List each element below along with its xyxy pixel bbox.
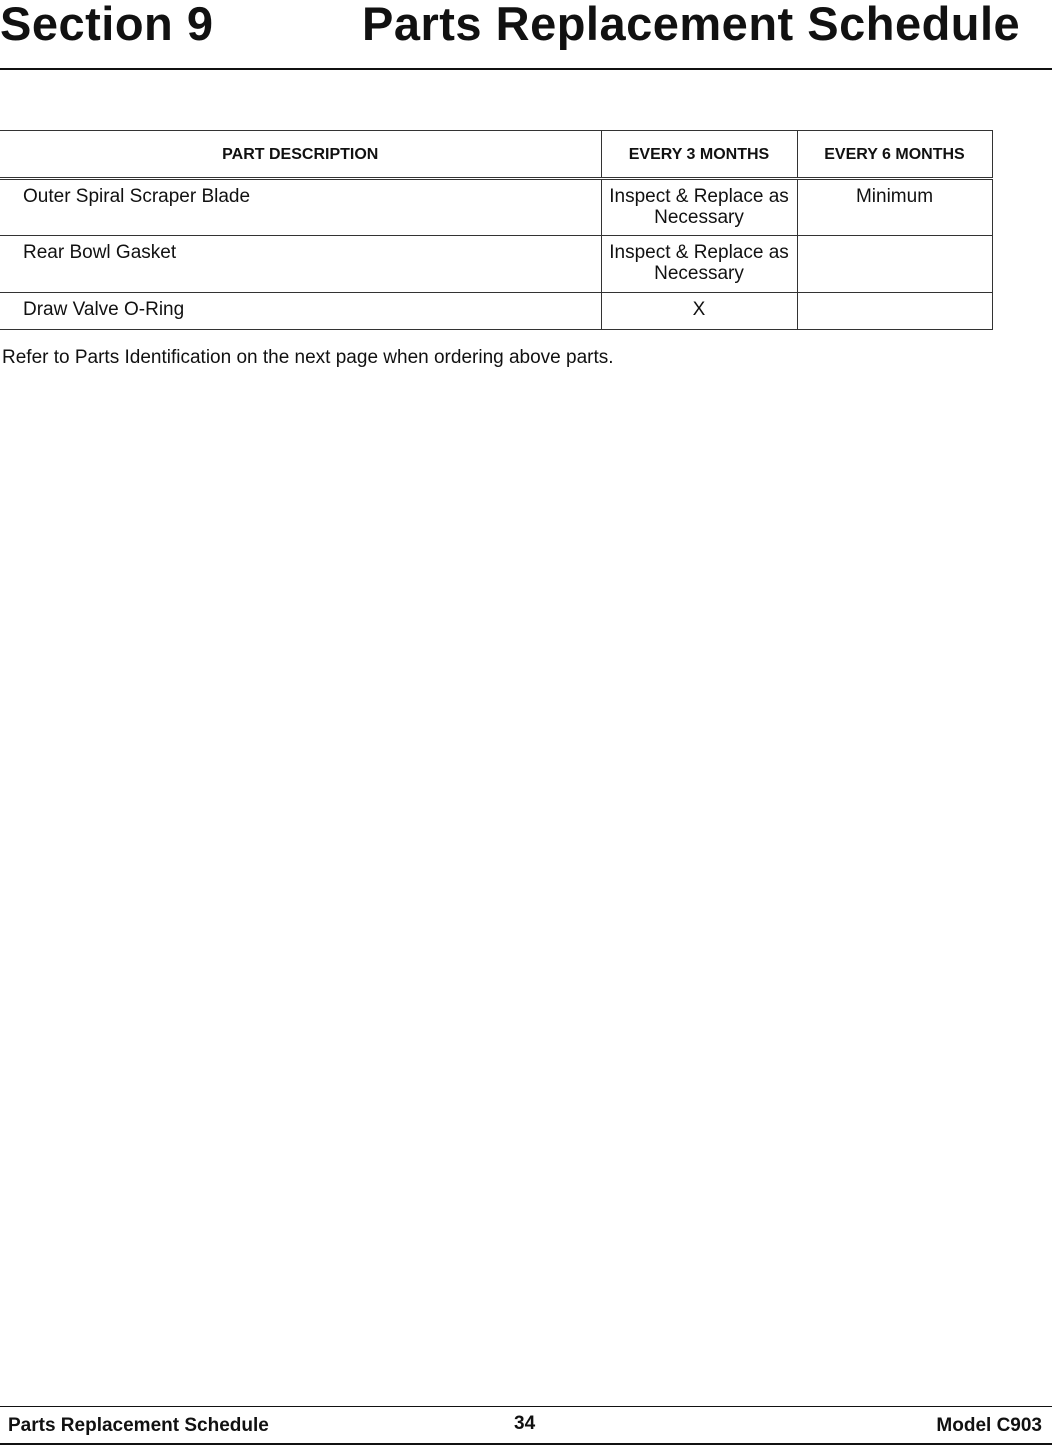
every-3-months-cell: X xyxy=(601,293,797,330)
header-divider xyxy=(0,68,1052,70)
part-description-cell: Outer Spiral Scraper Blade xyxy=(0,179,601,236)
table-row xyxy=(0,293,992,330)
every-3-months-cell: Inspect & Replace as Necessary xyxy=(601,236,797,293)
part-description-cell: Draw Valve O-Ring xyxy=(0,293,601,330)
table-row xyxy=(0,179,992,236)
every-6-months-cell: Minimum xyxy=(797,179,992,236)
schedule-table xyxy=(0,130,993,330)
column-header-every-6-months: EVERY 6 MONTHS xyxy=(797,131,992,179)
section-number: Section 9 xyxy=(0,0,214,50)
parts-replacement-table xyxy=(0,130,992,330)
page-number: 34 xyxy=(514,1413,536,1434)
page-header xyxy=(0,0,1052,72)
ordering-note: Refer to Parts Identification on the next page when ordering above parts. xyxy=(2,347,614,368)
footer-divider-top xyxy=(0,1406,1052,1407)
footer-model: Model C903 xyxy=(936,1415,1042,1436)
every-3-months-cell: Inspect & Replace as Necessary xyxy=(601,179,797,236)
column-header-every-3-months: EVERY 3 MONTHS xyxy=(601,131,797,179)
page-title: Parts Replacement Schedule xyxy=(362,0,1021,50)
table-row xyxy=(0,236,992,293)
footer-divider-bottom xyxy=(0,1443,1052,1445)
footer-section-title: Parts Replacement Schedule xyxy=(8,1415,269,1436)
table-header-row xyxy=(0,131,992,179)
column-header-part-description: PART DESCRIPTION xyxy=(0,131,601,179)
every-6-months-cell xyxy=(797,293,992,330)
page-footer xyxy=(0,1406,1052,1446)
part-description-cell: Rear Bowl Gasket xyxy=(0,236,601,293)
every-6-months-cell xyxy=(797,236,992,293)
